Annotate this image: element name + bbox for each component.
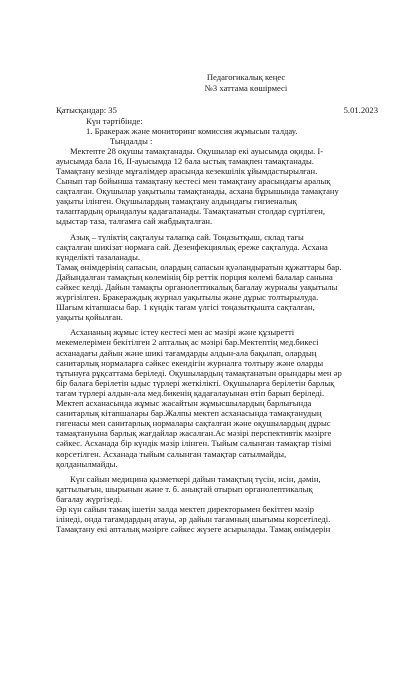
paragraph-line: уақыты қойылған.: [56, 312, 123, 323]
paragraph-line: Мектеп асханасында жұмыс жасайтын жұмысшылардың барлығында: [56, 398, 312, 409]
paragraph-line: бағалау жүргізеді.: [56, 493, 123, 504]
paragraph-line: Сынып тар бойынша тамақтану кестесі мен тамақтану арасындағы аралық: [56, 176, 331, 187]
agenda-heading: Күн тәртібінде:: [86, 115, 143, 126]
paragraph-line: асханадағы дайын және шикі тағамдарды алдын-ала бақылап, олардың: [56, 347, 317, 358]
paragraph-line: Азық – түліктің сақталуы талапқа сай. Тоңазытқыш, склад тағы: [70, 231, 304, 242]
protocol-number: №3 хаттама көшірмесі: [204, 82, 288, 93]
meta-row: [56, 105, 396, 116]
paragraph-line: сәйкес келді. Дайын тамақты органолептикалық бағалау журналы уақытылы: [56, 282, 338, 292]
paragraph-line: тамақтануына барлық жағдайлар жасалған.Ас мәзірі перспективтік мәзірге: [56, 428, 332, 439]
paragraph-line: Дайындалған тамақтың көлемінің бір реттік порция көлемі балалар санына: [56, 271, 333, 282]
paragraph-line: қаттылығын, шырынын және т. б. анықтай отырып органолептикалық: [56, 483, 313, 494]
document-title: [96, 72, 396, 93]
paragraph: [56, 504, 396, 534]
paragraph: [56, 232, 396, 262]
paragraph-line: Асхананың жұмыс істеу кестесі мен ас мәзірі және құзыретті: [70, 327, 295, 338]
paragraph-line: уақыты ілінген. Оқушылардың тамақтану алдындағы гигиеналық: [56, 196, 297, 207]
paragraph: [56, 262, 396, 323]
paragraph: [56, 474, 396, 504]
paragraph-line: сәйкес. Асханада бір күндік мәзір ілінген. Тыйым салынған тамақтар тізімі: [56, 438, 332, 449]
paragraph-line: ауысымда бала 16, ІІ-ауысымда 12 бала ыстық тамақпен тамақтанады.: [56, 155, 314, 166]
meeting-date: 5.01.2023: [343, 105, 378, 115]
paragraph-line: тұтынуға рұқсаттама беріледі. Оқушылардың тамақтанатын орындары мен әр: [56, 367, 342, 378]
paragraph-line: санитарлық кітапшалары бар.Жалпы мектеп асханасында тамақтанудың: [56, 408, 322, 419]
listened-heading: Тыңдалды :: [110, 135, 153, 146]
agenda-item: 1. Бракераж және мониторинг комиссия жұмысын талдау.: [86, 125, 298, 136]
paragraph-line: сақталған шикізат нормаға сай. Дезенфекциялық ереже сақталуда. Асхана: [56, 241, 328, 252]
paragraph-line: Шағым кітапшасы бар. 1 күндік тағам үлгісі тоңазытқышта сақталған,: [56, 302, 315, 313]
paragraph-line: сақталған. Оқушылар уақытылы тамақтанады, асхана бұрышында тамақтану: [56, 186, 339, 197]
paragraph-line: мекемелерімен бекітілген 2 апталық ас мәзірі бар.Мектептің мед.бикесі: [56, 337, 319, 348]
paragraph: [56, 146, 396, 227]
paragraph-line: Әр күн сайын тамақ ішетін залда мектеп директорымен бекітген мәзір: [56, 503, 315, 514]
paragraph-line: талаптардың орындалуы қадағаланады. Тамақтанатын столдар сүртілген,: [56, 206, 325, 217]
paragraph-line: ыдыстар таза, талғамға сай жабдықталған.: [56, 216, 213, 227]
paragraph-line: бір балаға берілетін ыдыс түрлері жеткілікті. Оқушыларға берілетін барлық: [56, 377, 335, 388]
paragraph-line: санитарлық нормаларға сәйкес екендігін журналға толтыру және оларды: [56, 357, 324, 368]
paragraph-line: жүргізілген. Бракераждық журнал уақытылы және дұрыс толтырылуда.: [56, 292, 319, 303]
paragraph-line: Мектепте 28 оқушы тамақтанады. Оқушылар екі ауысымда оқиды. І-: [70, 145, 324, 156]
paragraph: [56, 327, 396, 468]
paragraph-line: күнделікті тазаланады.: [56, 251, 141, 262]
council-name: Педагогикалық кеңес: [206, 72, 286, 82]
attendees-count: Қатысқандар: 35: [56, 105, 117, 115]
paragraph-line: көрсетілген. Асханада тыйым салынған тамақтар сатылмайды,: [56, 448, 287, 459]
paragraph-line: гигенасы мен санитарлық нормалары сақталған және оқушылардың дұрыс: [56, 418, 331, 429]
paragraph-line: Күн сайын медицина қызметкері дайын тамақтың түсін, исін, дәмін,: [70, 473, 321, 484]
paragraph-line: қолданылмайды.: [56, 458, 118, 469]
paragraph-line: Тамақ өнімдерінің сапасын, олардың сапасын қуәландыратын құжаттары бар.: [56, 261, 342, 272]
paragraph-line: тағам түрлері алдын-ала мед.бикенің қадағалауынан өтіп барып беріледі.: [56, 387, 325, 398]
paragraph-line: Тамақтану екі апталық мәзірге сәйкес жүзеге асырылады. Тамақ өнімдерін: [56, 524, 331, 535]
paragraph-line: ілінеді, онда тағамдардың атауы, әр дайын тағамның шығымы көрсетіледі.: [56, 514, 331, 525]
paragraph-line: Тамақтану кезінде мұғалімдер арасында кезекшілік ұйымдастырылған.: [56, 165, 318, 176]
